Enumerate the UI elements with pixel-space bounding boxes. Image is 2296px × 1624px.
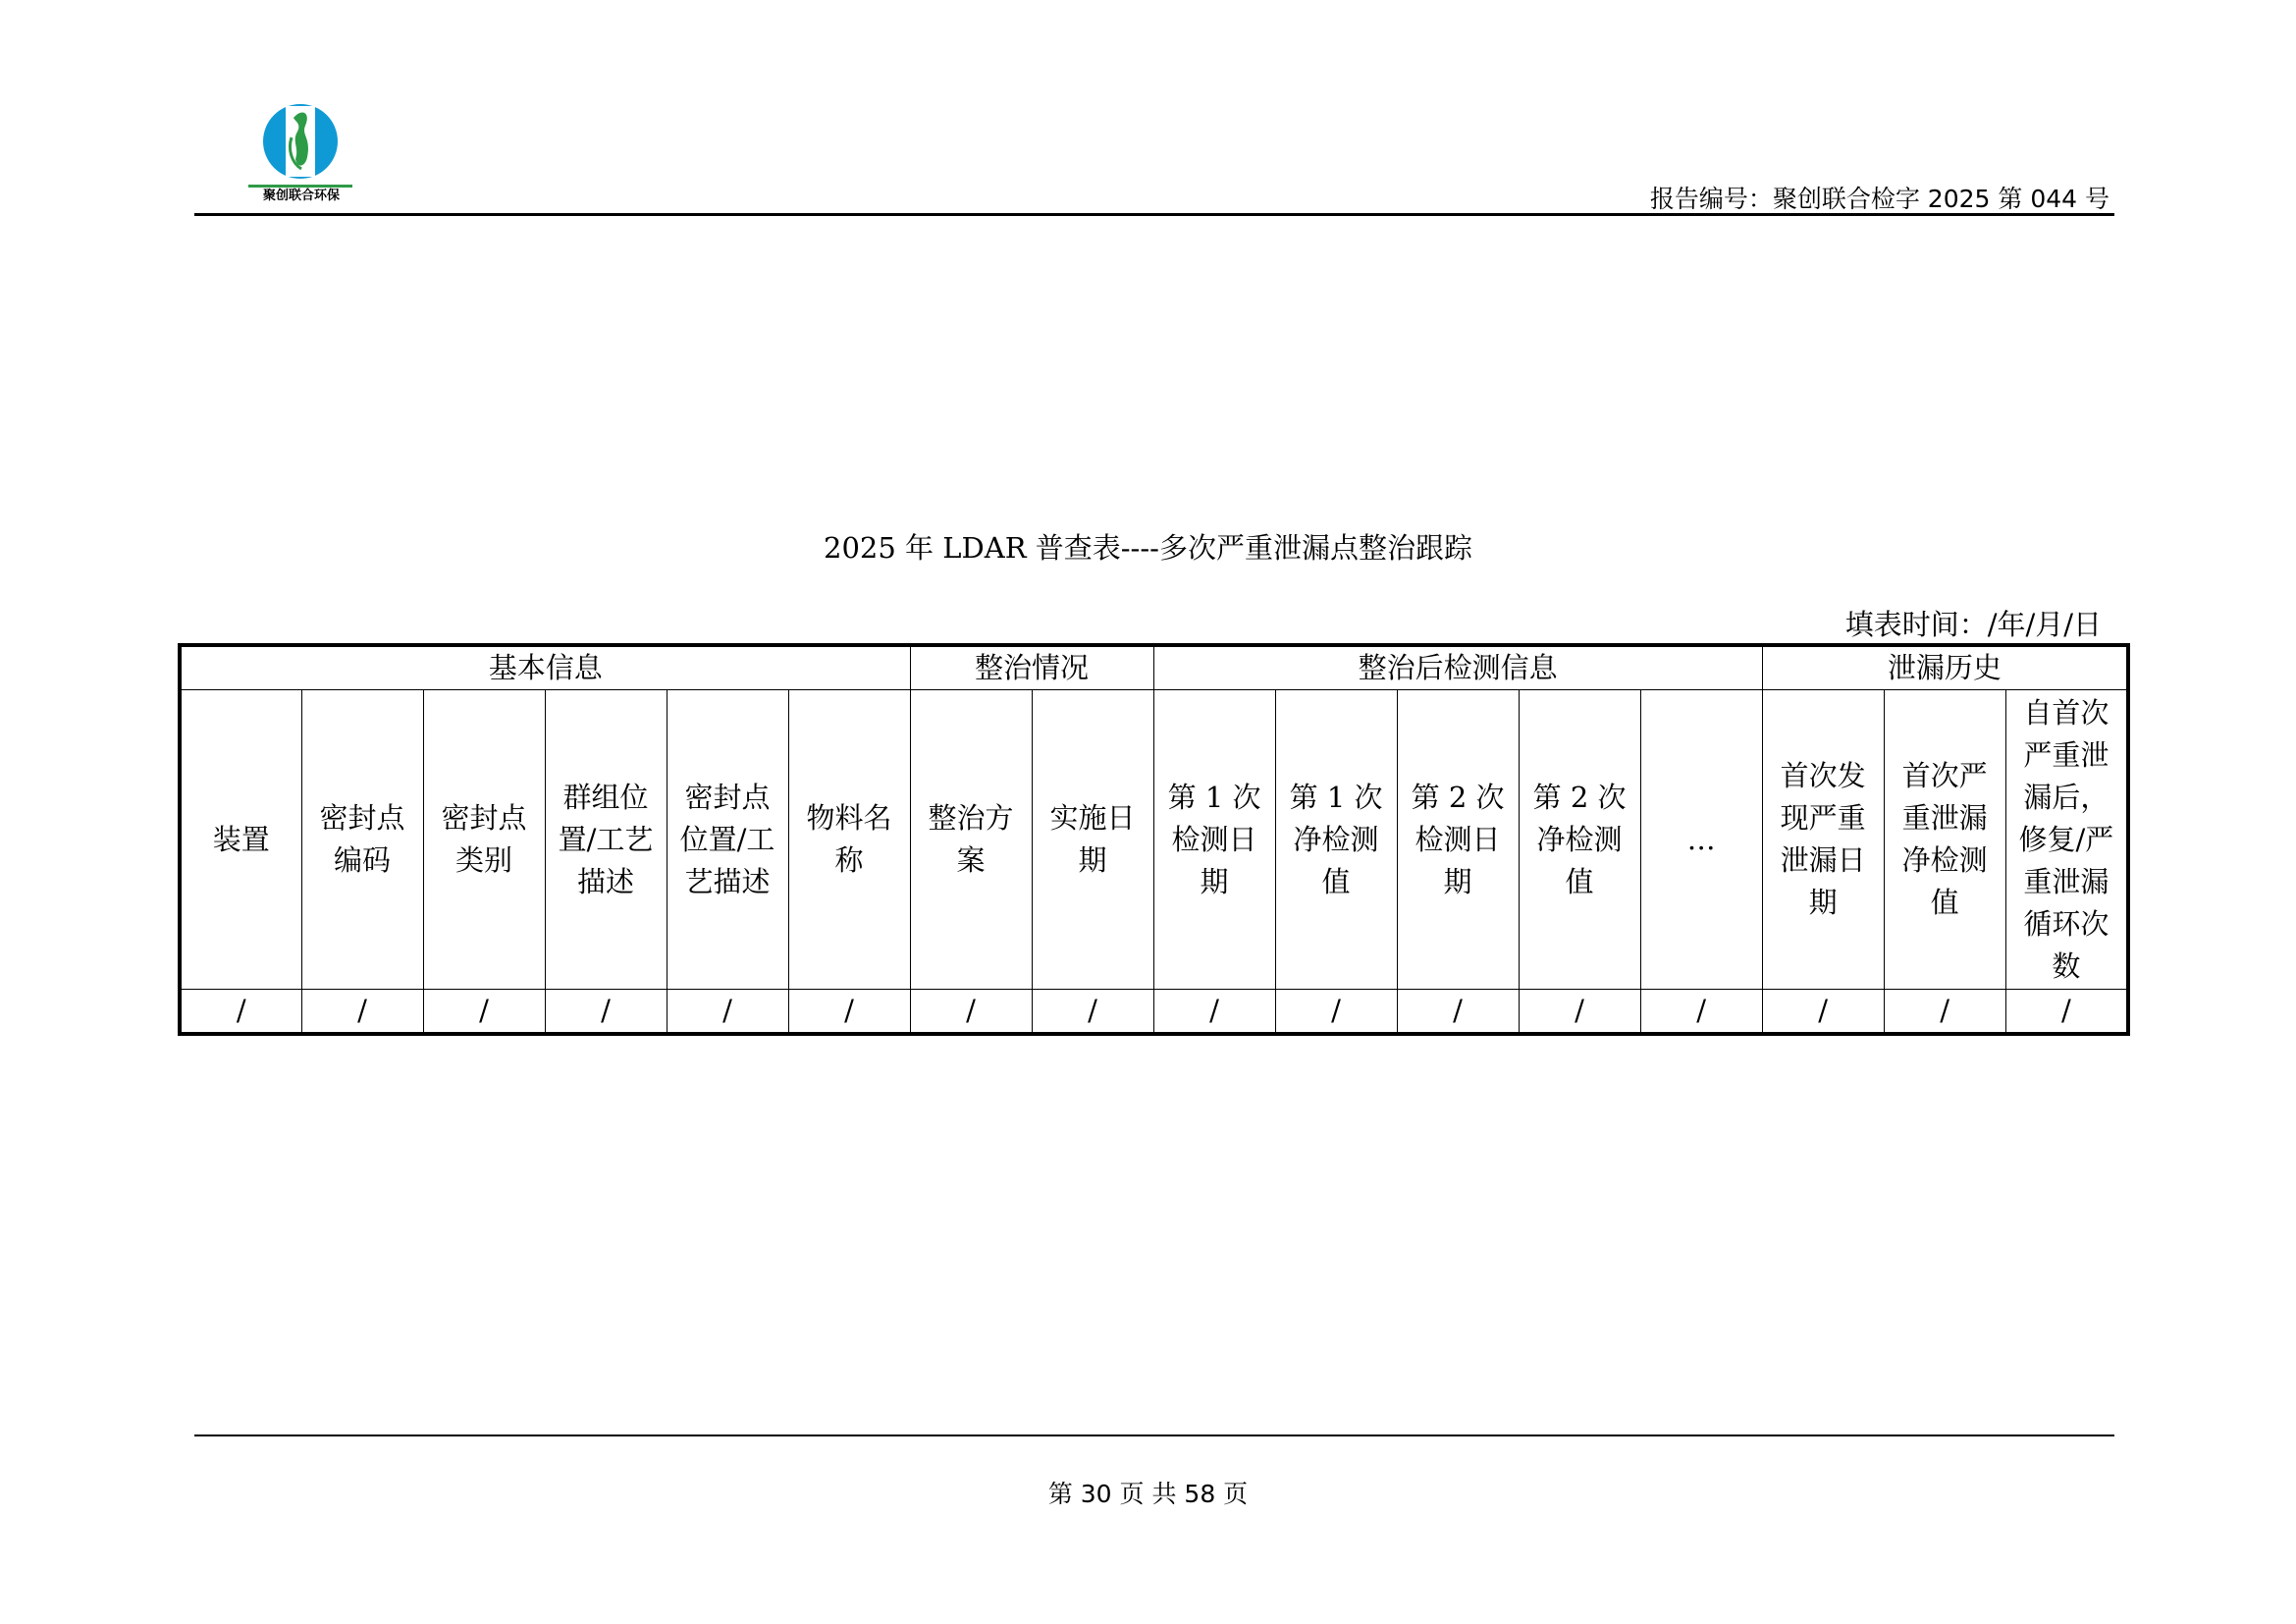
table-cell: / [1397, 990, 1519, 1035]
table-cell: / [1153, 990, 1275, 1035]
column-header: 物料名称 [788, 690, 910, 990]
footer-divider [194, 1435, 2114, 1436]
column-header: 第 2 次净检测值 [1519, 690, 1640, 990]
column-header: 第 1 次净检测值 [1275, 690, 1397, 990]
table-cell: / [301, 990, 423, 1035]
column-header: 第 1 次检测日期 [1153, 690, 1275, 990]
page-number: 第 30 页 共 58 页 [1047, 1480, 1249, 1508]
table-cell: / [667, 990, 788, 1035]
column-header: 装置 [180, 690, 301, 990]
column-header: 第 2 次检测日期 [1397, 690, 1519, 990]
column-header: 密封点编码 [301, 690, 423, 990]
fill-time: 填表时间：/年/月/日 [1844, 608, 2102, 641]
group-basic-info: 基本信息 [180, 645, 910, 690]
table-cell: / [788, 990, 910, 1035]
report-number: 报告编号：聚创联合检字 2025 第 044 号 [1649, 185, 2109, 213]
company-logo [242, 98, 358, 214]
column-header: 首次发现严重泄漏日期 [1762, 690, 1884, 990]
table-cell: / [545, 990, 667, 1035]
table-cell: / [180, 990, 301, 1035]
tracking-table [178, 643, 2130, 1036]
table-cell: / [1640, 990, 1762, 1035]
table-cell: / [423, 990, 545, 1035]
table-cell: / [1884, 990, 2005, 1035]
page-title: 2025 年 LDAR 普查表----多次严重泄漏点整治跟踪 [824, 531, 1472, 565]
column-header: 群组位置/工艺描述 [545, 690, 667, 990]
header-divider [194, 213, 2114, 216]
column-header: 实施日期 [1032, 690, 1153, 990]
column-header-row [180, 690, 2128, 990]
group-post-remediation-detection: 整治后检测信息 [1153, 645, 1762, 690]
column-header: 首次严重泄漏净检测值 [1884, 690, 2005, 990]
table-row [180, 990, 2128, 1035]
table-cell: / [1519, 990, 1640, 1035]
table-cell: / [1275, 990, 1397, 1035]
group-leak-history: 泄漏历史 [1762, 645, 2128, 690]
column-header: 密封点位置/工艺描述 [667, 690, 788, 990]
table-cell: / [1032, 990, 1153, 1035]
column-header: … [1640, 690, 1762, 990]
table-cell: / [2005, 990, 2128, 1035]
table-cell: / [910, 990, 1032, 1035]
group-header-row [180, 645, 2128, 690]
table-cell: / [1762, 990, 1884, 1035]
column-header: 密封点类别 [423, 690, 545, 990]
column-header: 整治方案 [910, 690, 1032, 990]
logo-text: 聚创联合环保 [262, 189, 340, 203]
column-header: 自首次严重泄漏后，修复/严重泄漏循环次数 [2005, 690, 2128, 990]
group-remediation: 整治情况 [910, 645, 1153, 690]
